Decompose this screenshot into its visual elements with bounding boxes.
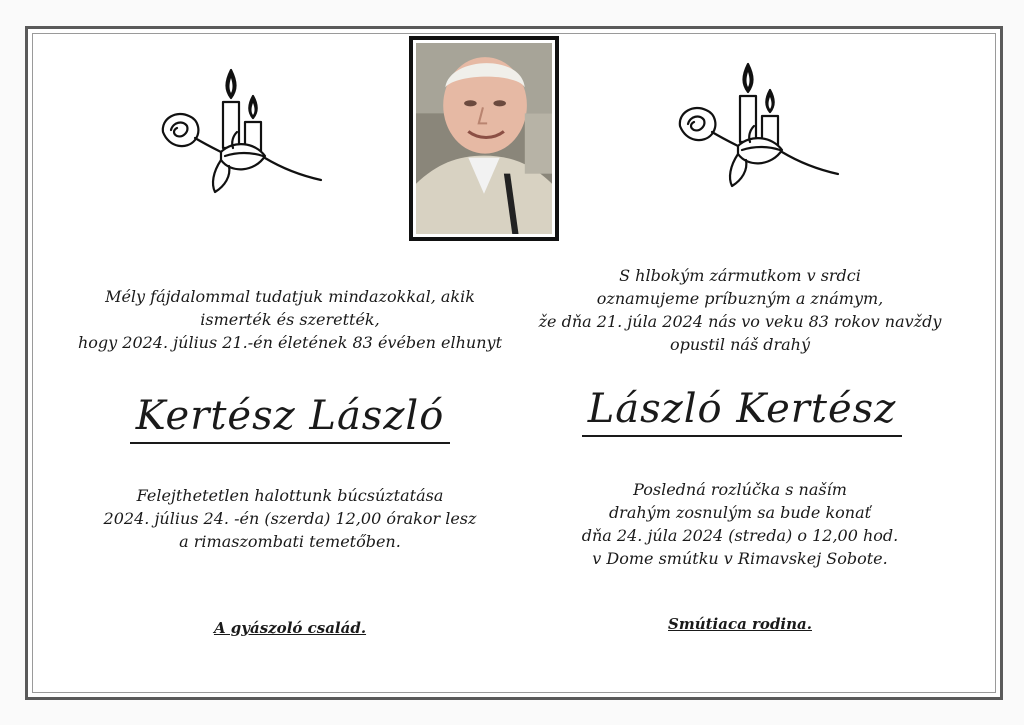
- deceased-name-slovak: [582, 385, 902, 437]
- details-line: dňa 24. júla 2024 (streda) o 12,00 hod.: [581, 526, 899, 545]
- details-line: Posledná rozlúčka s naším: [633, 480, 847, 499]
- intro-line: že dňa 21. júla 2024 nás vo veku 83 rokov navždy: [538, 312, 942, 331]
- name-underline: [582, 435, 902, 437]
- intro-line: ismerték és szerették,: [200, 310, 380, 329]
- hungarian-funeral-details: [70, 484, 510, 553]
- details-line: a rimaszombati temetőben.: [179, 532, 401, 551]
- details-line: Felejthetetlen halottunk búcsúztatása: [136, 486, 444, 505]
- intro-line: oznamujeme príbuzným a známym,: [596, 289, 884, 308]
- intro-line: opustil náš drahý: [669, 335, 811, 354]
- intro-line: Mély fájdalommal tudatjuk mindazokkal, akik: [105, 287, 475, 306]
- slovak-signature: Smútiaca rodina.: [668, 615, 812, 633]
- details-line: 2024. július 24. -én (szerda) 12,00 órakor lesz: [103, 509, 477, 528]
- name-underline: [130, 442, 450, 444]
- portrait-image: [416, 43, 552, 234]
- hungarian-intro: [70, 285, 510, 354]
- photo-mat: [413, 40, 555, 237]
- candles-and-rose-icon: [155, 60, 325, 200]
- details-line: v Dome smútku v Rimavskej Sobote.: [592, 549, 888, 568]
- intro-line: hogy 2024. július 21.-én életének 83 évében elhunyt: [77, 333, 502, 352]
- portrait-photo: [409, 36, 559, 241]
- deceased-name-hungarian: [130, 392, 450, 444]
- slovak-funeral-details: [520, 478, 960, 570]
- candles-and-rose-icon: [672, 54, 842, 194]
- name-text: László Kertész: [587, 386, 897, 432]
- details-line: drahým zosnulým sa bude konať: [608, 503, 872, 522]
- hungarian-signature: A gyászoló család.: [213, 619, 367, 637]
- name-text: Kertész László: [135, 393, 445, 439]
- intro-line: S hlbokým zármutkom v srdci: [619, 266, 861, 285]
- slovak-intro: [520, 264, 960, 356]
